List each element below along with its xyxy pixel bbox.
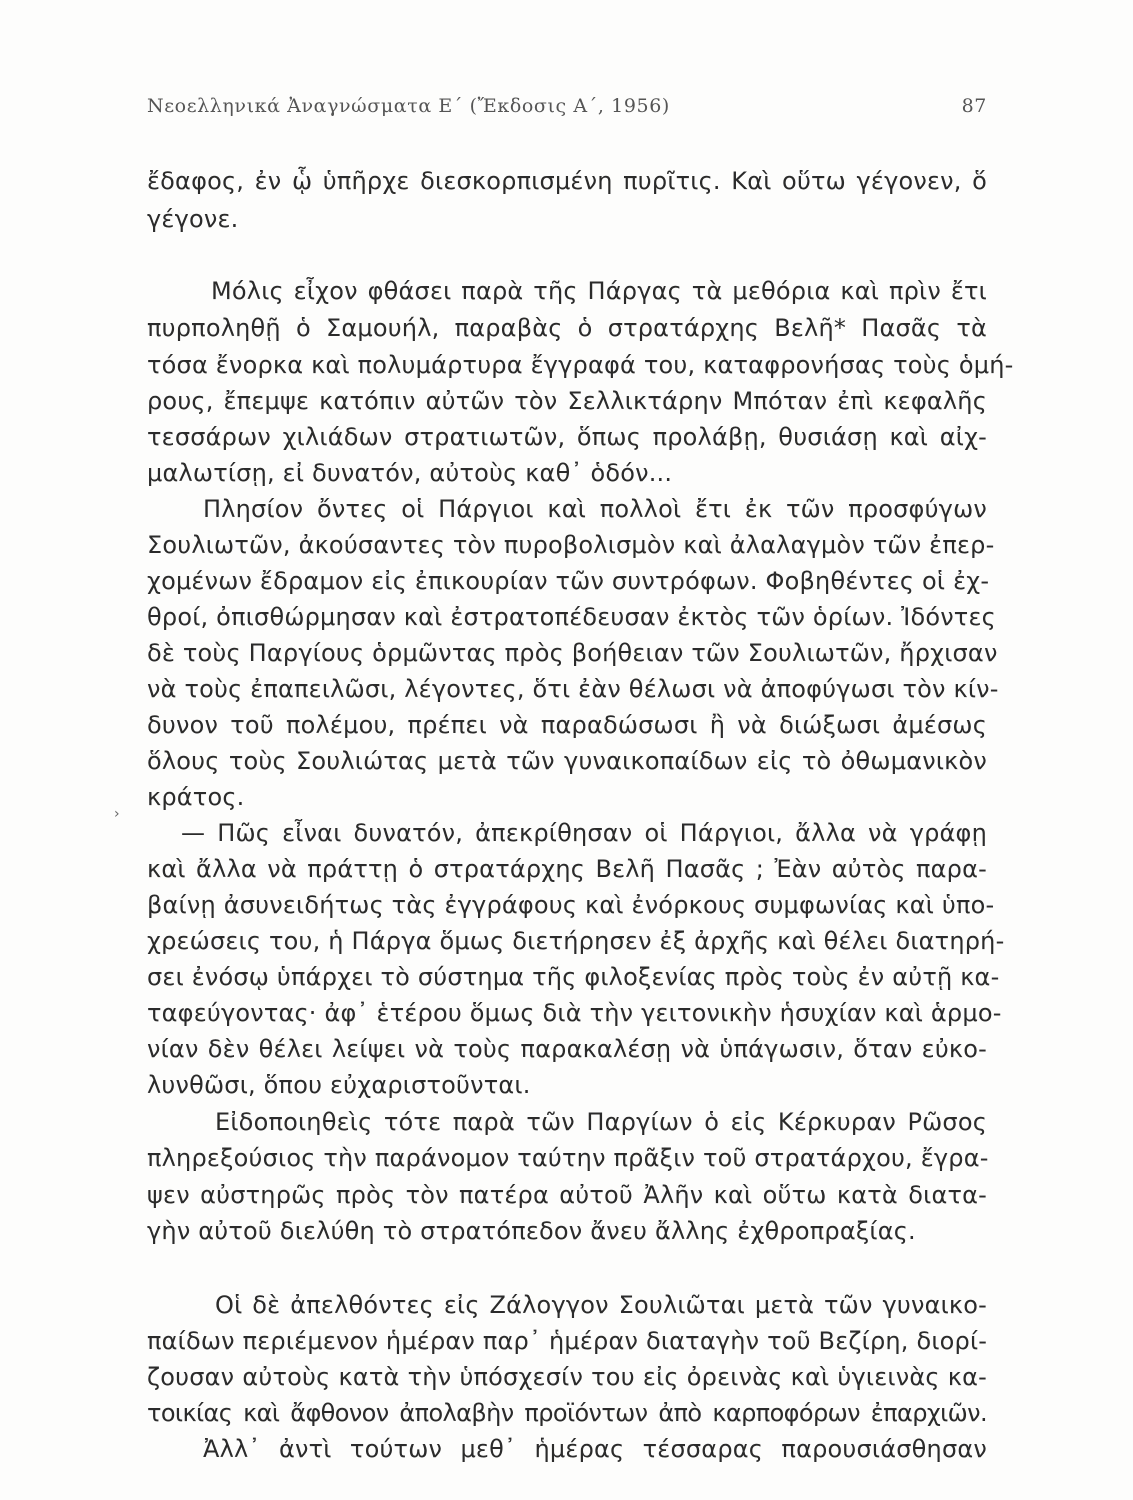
text-line: δὲ τοὺς Παργίους ὁρμῶντας πρὸς βοήθειαν τῶν Σουλιωτῶν, ἤρχισαν	[147, 639, 998, 667]
text-line: νὰ τοὺς ἐπαπειλῶσι, λέγοντες, ὅτι ἐὰν θέλωσι νὰ ἀποφύγωσι τὸν κίν-	[147, 675, 999, 703]
text-line: καὶ ἄλλα νὰ πράττῃ ὁ στρατάρχης Βελῆ Πασᾶς ; Ἐὰν αὐτὸς παρα-	[147, 855, 987, 883]
text-line: Σουλιωτῶν, ἀκούσαντες τὸν πυροβολισμὸν καὶ ἀλαλαγμὸν τῶν ἐπερ-	[147, 531, 995, 559]
text-line: τόσα ἔνορκα καὶ πολυμάρτυρα ἔγγραφά του, καταφρονήσας τοὺς ὁμή-	[147, 351, 1014, 379]
text-line: παίδων περιέμενον ἡμέραν παρ᾽ ἡμέραν διαταγὴν τοῦ Βεζίρη, διορί-	[147, 1327, 988, 1355]
text-line: ψεν αὐστηρῶς πρὸς τὸν πατέρα αὐτοῦ Ἀλῆν καὶ οὕτω κατὰ διατα-	[147, 1181, 987, 1209]
text-line: γὴν αὐτοῦ διελύθη τὸ στρατόπεδον ἄνευ ἄλλης ἐχθροπραξίας.	[147, 1217, 916, 1245]
text-line: Ἀλλ᾽ ἀντὶ τούτων μεθ᾽ ἡμέρας τέσσαρας παρουσιάσθησαν	[203, 1435, 987, 1463]
text-line: γέγονε.	[147, 205, 239, 233]
text-line: σει ἐνόσῳ ὑπάρχει τὸ σύστημα τῆς φιλοξενίας πρὸς τοὺς ἐν αὐτῇ κα-	[147, 963, 1000, 991]
margin-mark: ›	[114, 806, 120, 822]
text-line: τοικίας καὶ ἄφθονον ἀπολαβὴν προϊόντων ἀπὸ καρποφόρων ἐπαρχιῶν.	[147, 1399, 987, 1427]
text-line: — Πῶς εἶναι δυνατόν, ἀπεκρίθησαν οἱ Πάργιοι, ἄλλα νὰ γράφῃ	[181, 819, 987, 847]
text-line: μαλωτίσῃ, εἰ δυνατόν, αὐτοὺς καθ᾽ ὁδόν...	[147, 459, 673, 487]
text-line: Μόλις εἶχον φθάσει παρὰ τῆς Πάργας τὰ μεθόρια καὶ πρὶν ἔτι	[211, 277, 987, 305]
text-line: πληρεξούσιος τὴν παράνομον ταύτην πρᾶξιν τοῦ στρατάρχου, ἔγρα-	[147, 1144, 989, 1172]
text-line: τεσσάρων χιλιάδων στρατιωτῶν, ὅπως προλάβῃ, θυσιάσῃ καὶ αἰχ-	[147, 423, 987, 451]
text-line: κράτος.	[147, 783, 245, 811]
text-line: βαίνῃ ἀσυνειδήτως τὰς ἐγγράφους καὶ ἐνόρκους συμφωνίας καὶ ὑπο-	[147, 891, 995, 919]
text-line: ρους, ἔπεμψε κατόπιν αὐτῶν τὸν Σελλικτάρην Μπόταν ἐπὶ κεφαλῆς	[147, 387, 987, 415]
header-title: Νεοελληνικά Ἀναγνώσματα Ε΄ (Ἔκδοσις Α΄, 1956)	[147, 95, 670, 117]
text-line: λυνθῶσι, ὅπου εὐχαριστοῦνται.	[147, 1071, 531, 1099]
page-number: 87	[961, 95, 987, 117]
text-line: ζουσαν αὐτοὺς κατὰ τὴν ὑπόσχεσίν του εἰς ὀρεινὰς καὶ ὑγιεινὰς κα-	[147, 1363, 987, 1391]
text-line: δυνον τοῦ πολέμου, πρέπει νὰ παραδώσωσι ἢ νὰ διώξωσι ἀμέσως	[147, 711, 987, 739]
text-line: χρεώσεις του, ἡ Πάργα ὅμως διετήρησεν ἐξ ἀρχῆς καὶ θέλει διατηρή-	[147, 927, 1005, 955]
text-line: Οἱ δὲ ἀπελθόντες εἰς Ζάλογγον Σουλιῶται μετὰ τῶν γυναικο-	[215, 1291, 987, 1319]
text-line: πυρποληθῇ ὁ Σαμουήλ, παραβὰς ὁ στρατάρχης Βελῆ* Πασᾶς τὰ	[147, 314, 987, 342]
text-line: ὅλους τοὺς Σουλιώτας μετὰ τῶν γυναικοπαίδων εἰς τὸ ὀθωμανικὸν	[147, 747, 987, 775]
text-line: ἔδαφος, ἐν ᾧ ὑπῆρχε διεσκορπισμένη πυρῖτις. Καὶ οὕτω γέγονεν, ὅ	[147, 167, 987, 195]
running-header	[147, 95, 987, 125]
text-line: Εἰδοποιηθεὶς τότε παρὰ τῶν Παργίων ὁ εἰς Κέρκυραν Ρῶσος	[215, 1108, 987, 1136]
text-line: ταφεύγοντας· ἀφ᾽ ἑτέρου ὅμως διὰ τὴν γειτονικὴν ἡσυχίαν καὶ ἁρμο-	[147, 999, 1002, 1027]
text-line: χομένων ἔδραμον εἰς ἐπικουρίαν τῶν συντρόφων. Φοβηθέντες οἱ ἐχ-	[147, 567, 990, 595]
text-line: θροί, ὀπισθώρμησαν καὶ ἐστρατοπέδευσαν ἐκτὸς τῶν ὁρίων. Ἰδόντες	[147, 603, 996, 631]
text-line: νίαν δὲν θέλει λείψει νὰ τοὺς παρακαλέσῃ νὰ ὑπάγωσιν, ὅταν εὐκο-	[147, 1035, 987, 1063]
text-line: Πλησίον ὄντες οἱ Πάργιοι καὶ πολλοὶ ἔτι ἐκ τῶν προσφύγων	[203, 495, 987, 523]
